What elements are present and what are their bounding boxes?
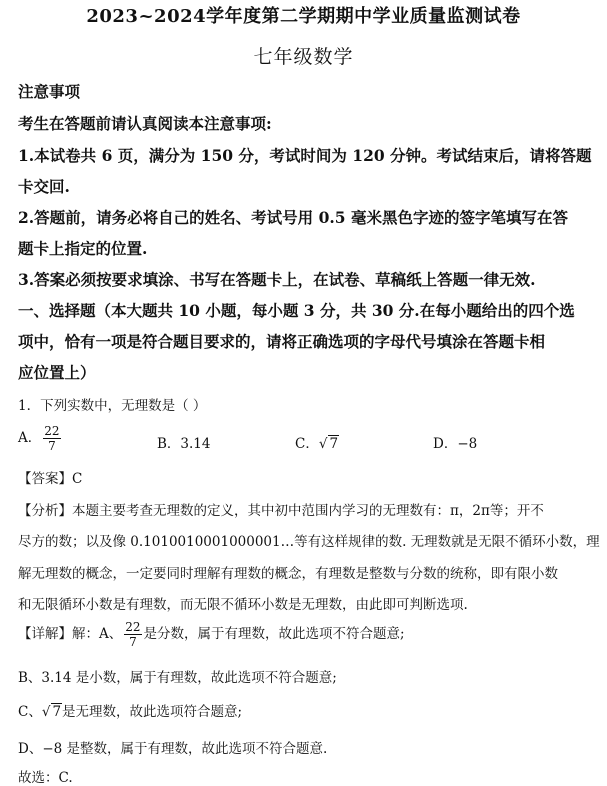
analysis-line-2: 尽方的数；以及像 0.1010010001000001…等有这样规律的数. 无理数就是无限不循环小数，理 (18, 534, 600, 550)
detail-c (18, 700, 242, 720)
question-1-stem: 1．下列实数中，无理数是（ ） (18, 398, 207, 414)
detail-c-prefix: C、 (18, 704, 42, 720)
notice-item-2-line-2: 题卡上指定的位置. (18, 239, 148, 258)
section-1-header-line-2: 项中，恰有一项是符合题目要求的，请将正确选项的字母代号填涂在答题卡相 (18, 332, 546, 351)
detail-conclusion: 故选：C. (18, 770, 73, 786)
notice-item-1-line-1: 1.本试卷共 6 页，满分为 150 分，考试时间为 120 分钟。考试结束后，请将答题 (18, 146, 592, 165)
detail-a-fraction (124, 620, 141, 649)
detail-a (18, 620, 405, 649)
sqrt-sign-icon: √ (318, 436, 328, 452)
option-d-value: −8 (457, 436, 478, 452)
answer-line (18, 467, 82, 487)
option-a-label: A． (18, 430, 42, 446)
analysis-line-1: 【分析】本题主要考查无理数的定义，其中初中范围内学习的无理数有：π，2π等；开不 (18, 503, 544, 519)
option-c-sqrt (319, 436, 339, 452)
option-b-label: B． (157, 436, 181, 452)
detail-a-suffix: 是分数，属于有理数，故此选项不符合题意; (143, 626, 405, 642)
notice-item-3: 3.答案必须按要求填涂、书写在答题卡上，在试卷、草稿纸上答题一律无效. (18, 270, 536, 289)
detail-d: D、−8 是整数，属于有理数，故此选项不符合题意. (18, 741, 328, 757)
detail-a-prefix: 【详解】解：A、 (18, 626, 123, 642)
sqrt-sign-icon: √ (41, 704, 51, 720)
option-a-numerator: 22 (44, 424, 60, 438)
exam-subtitle: 七年级数学 (253, 46, 354, 68)
detail-c-sqrt (42, 704, 62, 720)
answer-label: 【答案】 (18, 471, 72, 487)
answer-value: C (72, 471, 83, 487)
option-b-value: 3.14 (180, 436, 211, 452)
analysis-line-3: 解无理数的概念，一定要同时理解有理数的概念，有理数是整数与分数的统称，即有限小数 (18, 566, 558, 582)
notice-item-2-line-1: 2.答题前，请务必将自己的姓名、考试号用 0.5 毫米黑色字迹的签字笔填写在答 (18, 208, 568, 227)
option-b (157, 432, 210, 452)
detail-c-suffix: 是无理数，故此选项符合题意; (62, 704, 243, 720)
notice-intro: 考生在答题前请认真阅读本注意事项: (18, 114, 272, 133)
option-c (295, 432, 339, 452)
analysis-line-4: 和无限循环小数是有理数，而无限不循环小数是无理数，由此即可判断选项. (18, 597, 468, 613)
notice-heading: 注意事项 (18, 82, 81, 101)
detail-c-radicand: 7 (52, 704, 62, 720)
option-c-radicand: 7 (329, 436, 339, 452)
option-c-label: C． (295, 436, 319, 452)
notice-item-1-line-2: 卡交回. (18, 177, 70, 196)
option-a-denominator: 7 (48, 439, 56, 453)
option-a-fraction (43, 424, 60, 453)
section-1-header-line-1: 一、选择题（本大题共 10 小题，每小题 3 分，共 30 分.在每小题给出的四个选 (18, 301, 575, 320)
detail-a-denominator: 7 (129, 635, 137, 649)
exam-title: 2023~2024学年度第二学期期中学业质量监测试卷 (86, 6, 521, 27)
detail-b: B、3.14 是小数，属于有理数，故此选项不符合题意; (18, 670, 337, 686)
option-d (433, 432, 477, 452)
option-a (18, 424, 63, 453)
detail-a-numerator: 22 (125, 620, 141, 634)
option-d-label: D． (433, 436, 458, 452)
section-1-header-line-3: 应位置上） (18, 363, 96, 382)
